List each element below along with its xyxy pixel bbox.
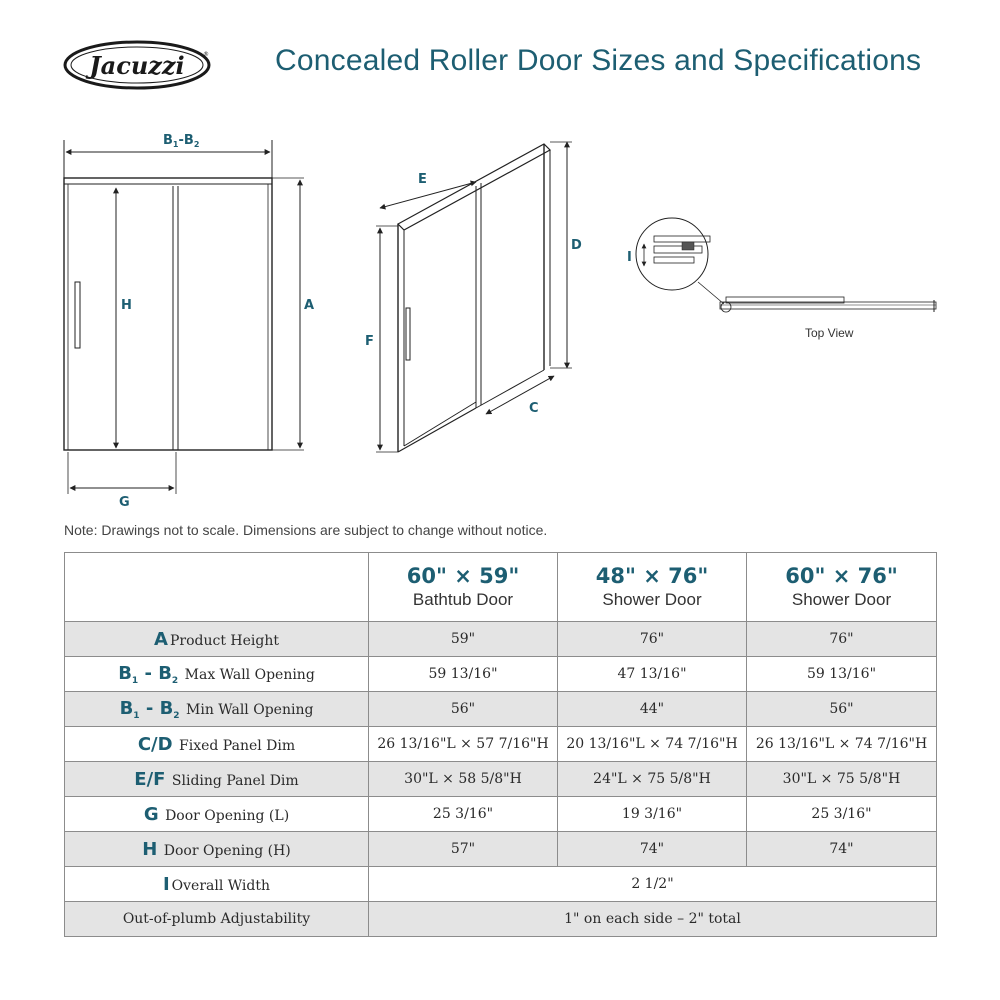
logo-wordmark: Jacuzzi (89, 51, 185, 80)
page-title: Concealed Roller Door Sizes and Specifications (275, 44, 922, 77)
spec-header-row (65, 553, 937, 622)
label-h: H (121, 298, 132, 313)
row-overall-width: I Overall Width 2 1/2" (65, 867, 937, 902)
front-view (64, 140, 304, 494)
jacuzzi-logo (63, 40, 211, 90)
top-view (636, 218, 936, 312)
label-e: E (418, 172, 427, 187)
header-col-2: 48" × 76" Shower Door (558, 553, 747, 622)
door-drawings (0, 110, 1000, 520)
row-door-opening-l: G Door Opening (L) 25 3/16" 19 3/16" 25 3/16" (65, 797, 937, 832)
iso-view (376, 142, 572, 452)
label-b-width: $B_1-B_2$ (163, 133, 200, 149)
label-d: D (571, 238, 582, 253)
label-a: A (304, 298, 315, 313)
row-out-of-plumb: Out-of-plumb Adjustability 1" on each side – 2" total (65, 902, 937, 937)
row-fixed-panel-dim: C/D Fixed Panel Dim 26 13/16"L × 57 7/16"H 20 13/16"L × 74 7/16"H 26 13/16"L × 74 7/16"H (65, 727, 937, 762)
header-col-1: 60" × 59" Bathtub Door (369, 553, 558, 622)
label-c: C (529, 401, 539, 416)
header-col-3: 60" × 76" Shower Door (747, 553, 937, 622)
svg-text:®: ® (203, 51, 209, 58)
label-f: F (365, 334, 374, 349)
top-view-caption: Top View (805, 326, 854, 340)
row-min-wall-opening: $B_1 - B_2$ Min Wall Opening 56" 44" 56" (65, 692, 937, 727)
row-door-opening-h: H Door Opening (H) 57" 74" 74" (65, 832, 937, 867)
header-empty (65, 553, 369, 622)
row-product-height: A Product Height 59" 76" 76" (65, 622, 937, 657)
row-max-wall-opening: $B_1 - B_2$ Max Wall Opening 59 13/16" 47 13/16" 59 13/16" (65, 657, 937, 692)
label-g: G (119, 495, 130, 510)
label-i: I (627, 250, 632, 265)
disclaimer-note: Note: Drawings not to scale. Dimensions are subject to change without notice. (64, 522, 548, 538)
row-sliding-panel-dim: E/F Sliding Panel Dim 30"L × 58 5/8"H 24"L × 75 5/8"H 30"L × 75 5/8"H (65, 762, 937, 797)
spec-table (64, 552, 937, 937)
